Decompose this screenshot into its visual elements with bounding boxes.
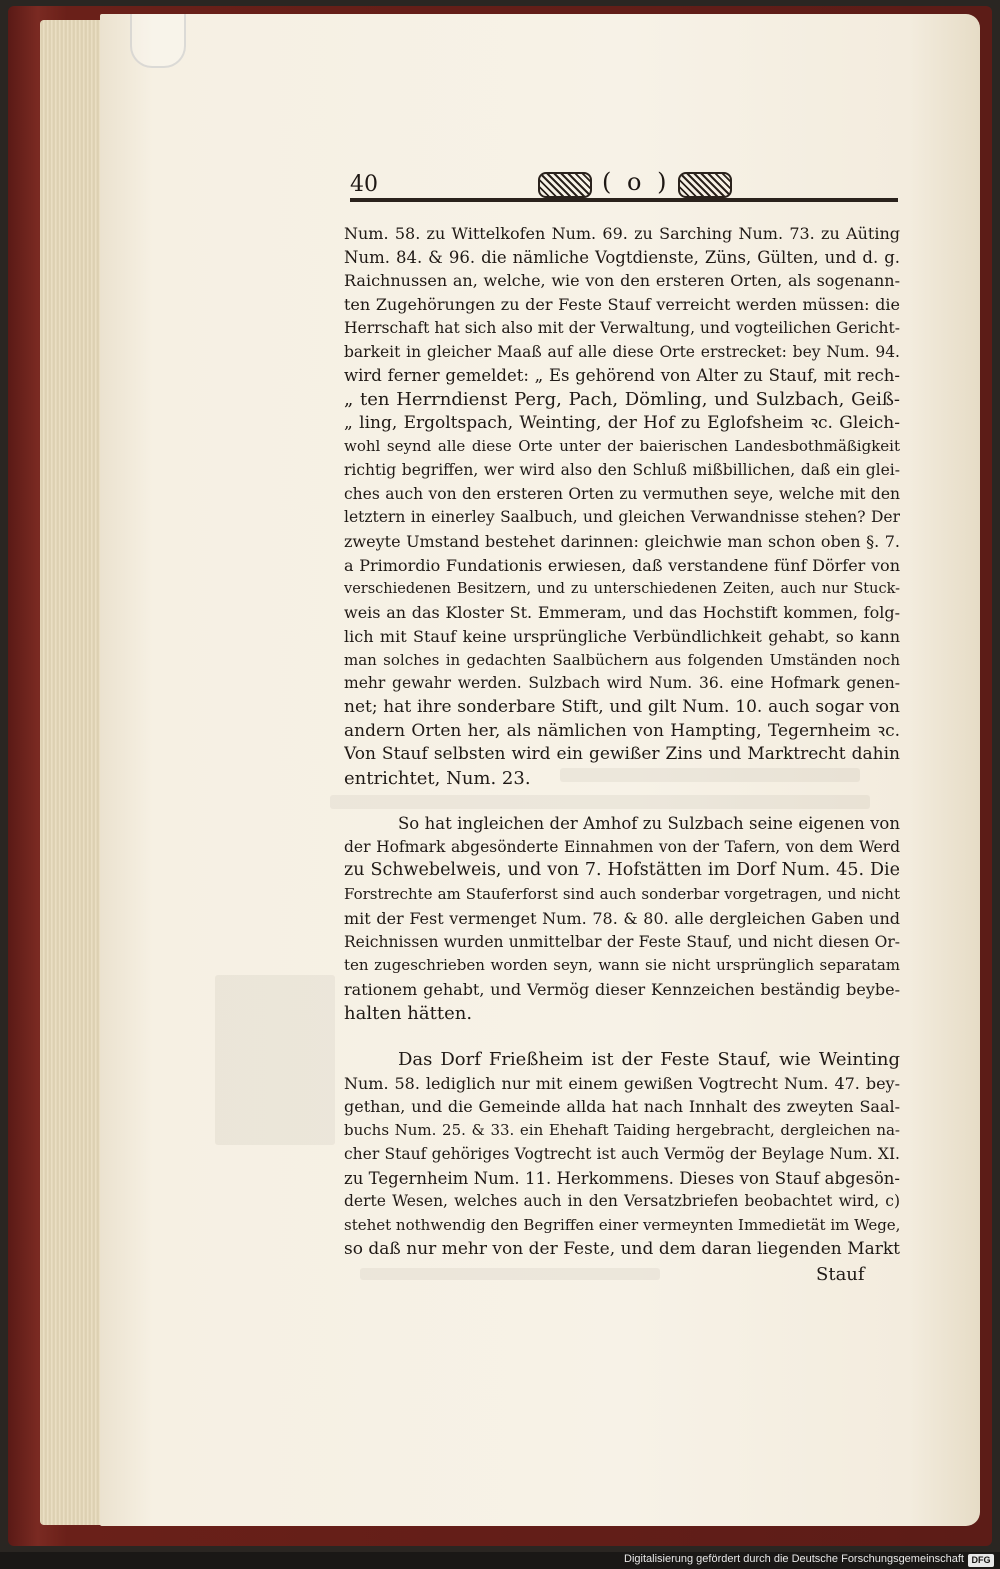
text-line: a Primordio Fundationis erwiesen, daß verstandene fünf Dörfer von [344,555,900,575]
text-line: barkeit in gleicher Maaß auf alle diese Orte erstrecket: bey Num. 94. [344,342,900,361]
text-line: ches auch von den ersteren Orten zu vermuthen seye, welche mit den [344,484,900,503]
ornament-left-icon [538,172,592,198]
text-line: verschiedenen Besitzern, und zu unterschiedenen Zeiten, auch nur Stuck- [344,580,900,597]
text-line: Raichnussen an, welche, wie von den ersteren Orten, als sogenann- [344,271,900,291]
paragraph-1 [344,222,900,791]
text-line: lich mit Stauf keine ursprüngliche Verbündlichkeit gehabt, so kann [344,626,900,646]
bleed-through [215,975,335,1145]
text-line: andern Orten her, als nämlichen von Hampting, Tegernheim ꝛc. [344,720,900,741]
text-line: wohl seynd alle diese Orte unter der baierischen Landesbothmäßigkeit [344,437,900,456]
running-header [350,170,898,210]
text-line: net; hat ihre sonderbare Stift, und gilt Num. 10. auch sogar von [344,697,900,718]
text-line: mit der Fest vermenget Num. 78. & 80. alle dergleichen Gaben und [344,908,900,928]
footer-bar [0,1552,1000,1569]
text-line: ten Zugehörungen zu der Feste Stauf verreicht werden müssen: die [344,295,900,315]
text-line: halten hätten. [344,1002,473,1024]
bleed-through [360,1268,660,1280]
text-line: weis an das Kloster St. Emmeram, und das Hochstift kommen, folg- [344,603,900,623]
header-rule [350,198,898,202]
catchword: Stauf [816,1264,865,1285]
ornament-right-icon [678,172,732,198]
text-line: ten zugeschrieben worden seyn, wann sie nicht ursprünglich separatam [344,956,900,975]
dfg-logo-icon: DFG [968,1554,994,1567]
text-line: „ ling, Ergoltspach, Weinting, der Hof zu Eglofsheim ꝛc. Gleich- [344,412,900,433]
text-line: zweyte Umstand bestehet darinnen: gleichwie man schon oben §. 7. [344,532,900,552]
text-line: zu Tegernheim Num. 11. Herkommens. Dieses von Stauf abgesön- [344,1168,900,1188]
text-line: so daß nur mehr von der Feste, und dem daran liegenden Markt [344,1238,900,1259]
text-line: Herrschaft hat sich also mit der Verwaltung, und vogteilichen Gericht- [344,318,900,337]
page-clip [130,14,186,68]
text-line: Num. 58. lediglich nur mit einem gewißen Vogtrecht Num. 47. bey- [344,1073,900,1093]
header-mark: ( o ) [602,168,671,196]
text-line: buchs Num. 25. & 33. ein Ehehaft Taiding hergebracht, dergleichen na- [344,1121,900,1140]
text-line: richtig begriffen, wer wird also den Schluß mißbillichen, daß ein glei- [344,461,900,480]
text-line: Reichnissen wurden unmittelbar der Feste Stauf, und nicht diesen Or- [344,932,900,951]
text-line: „ ten Herrndienst Perg, Pach, Dömling, und Sulzbach, Geiß- [344,388,900,410]
text-line: rationem gehabt, und Vermög dieser Kennzeichen beständig beybe- [344,979,900,999]
text-line: zu Schwebelweis, und von 7. Hofstätten im Dorf Num. 45. Die [344,860,900,881]
text-line: Forstrechte am Stauferforst sind auch sonderbar vorgetragen, und nicht [344,885,900,904]
text-line: letztern in einerley Saalbuch, und gleichen Verwandnisse stehen? Der [344,508,900,527]
text-line: stehet nothwendig den Begriffen einer vermeynten Immedietät im Wege, [344,1215,900,1234]
page-number: 40 [350,172,378,197]
text-line: entrichtet, Num. 23. [344,768,531,790]
text-line: man solches in gedachten Saalbüchern aus folgenden Umständen noch [344,650,900,669]
text-line: wird ferner gemeldet: „ Es gehörend von Alter zu Stauf, mit rech- [344,366,900,386]
footer-credit: Digitalisierung gefördert durch die Deutsche Forschungsgemeinschaft [624,1553,964,1565]
text-line: Von Stauf selbsten wird ein gewißer Zins und Marktrecht dahin [344,744,900,765]
bleed-through [330,795,870,809]
text-line: Num. 58. zu Wittelkofen Num. 69. zu Sarching Num. 73. zu Aüting [344,224,900,243]
text-line: der Hofmark abgesönderte Einnahmen von der Tafern, von dem Werd [344,837,900,856]
text-line: derte Wesen, welches auch in den Versatzbriefen beobachtet wird, c) [344,1192,900,1211]
text-line: mehr gewahr werden. Sulzbach wird Num. 36. eine Hofmark genen- [344,674,900,693]
text-line: gethan, und die Gemeinde allda hat nach Innhalt des zweyten Saal- [344,1097,900,1117]
text-line: Num. 84. & 96. die nämliche Vogtdienste, Züns, Gülten, und d. g. [344,247,900,267]
text-line: So hat ingleichen der Amhof zu Sulzbach seine eigenen von [398,814,900,833]
text-line: Das Dorf Frießheim ist der Feste Stauf, wie Weinting [398,1049,900,1070]
text-line: cher Stauf gehöriges Vogtrecht ist auch Vermög der Beylage Num. XI. [344,1144,900,1163]
paragraph-2 [344,812,900,1025]
paragraph-3 [344,1048,900,1261]
